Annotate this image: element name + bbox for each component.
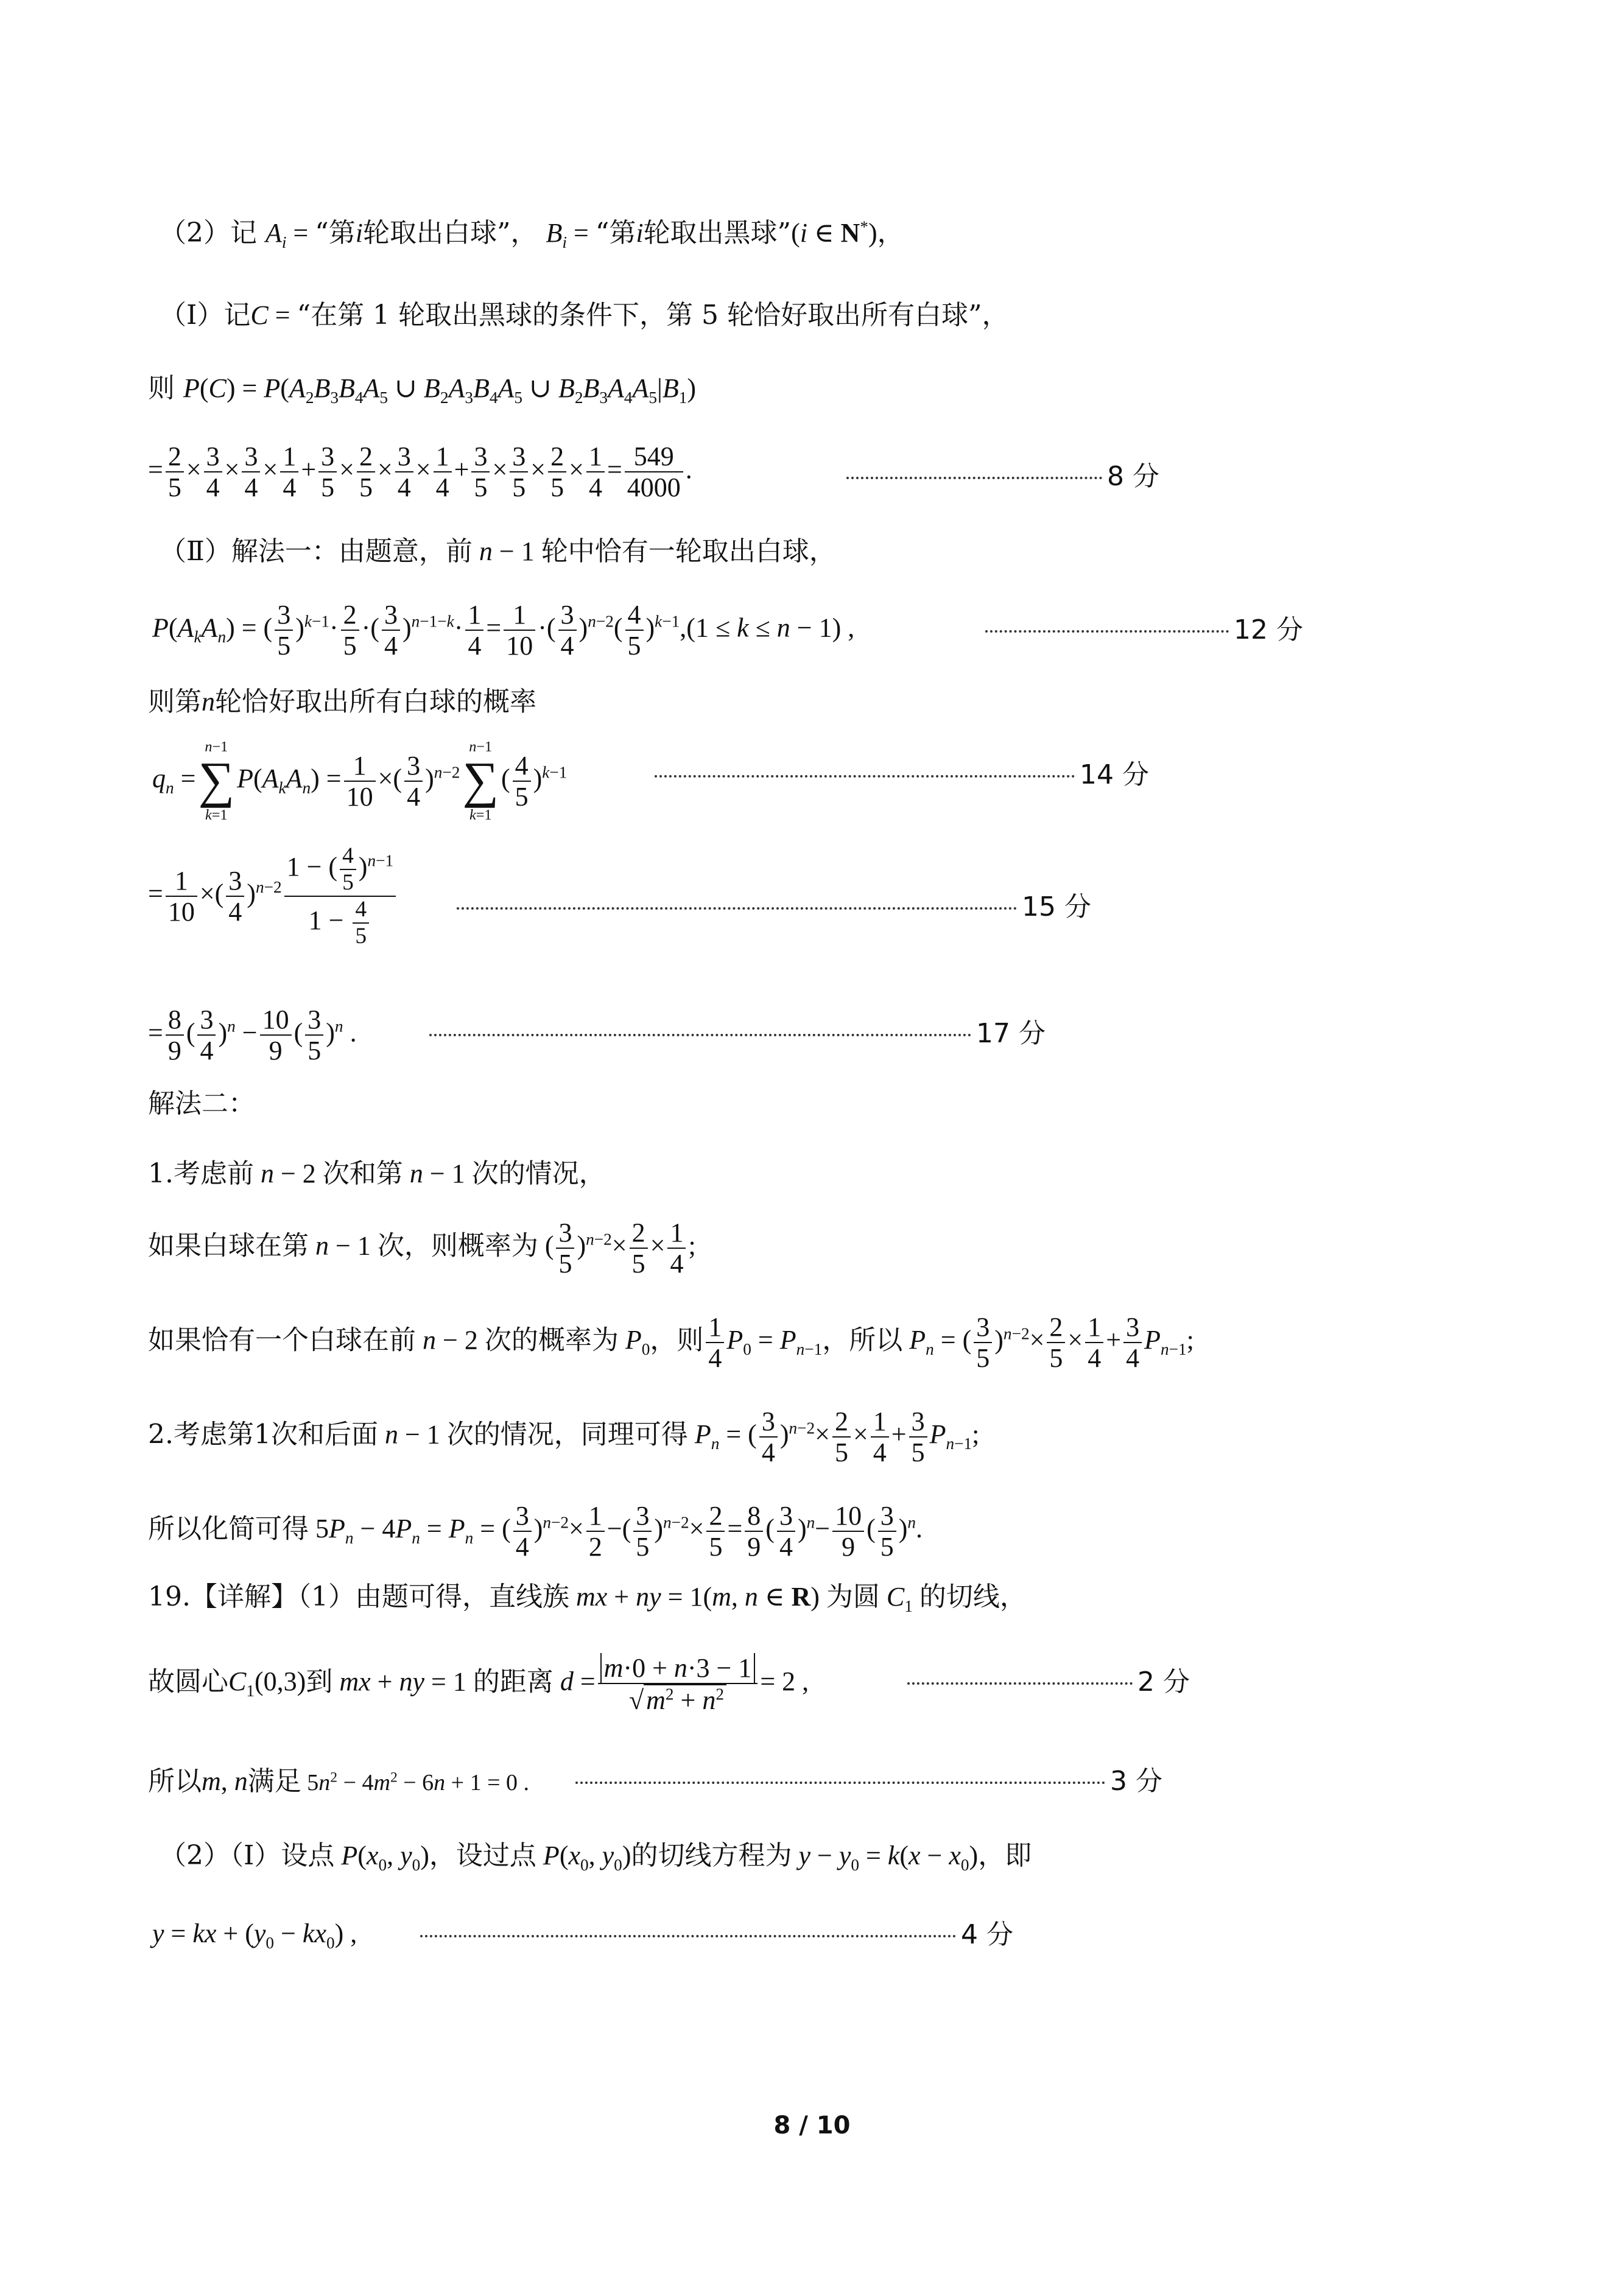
score-label: 15 分	[1022, 891, 1091, 922]
text: 次和第	[322, 1158, 403, 1189]
line-2	[160, 298, 1009, 332]
text: （2）（Ⅰ）设点	[160, 1840, 335, 1871]
text: 次，则概率为	[377, 1230, 538, 1262]
math: $5n^2 - 4m^2 - 6n + 1 = 0$ .	[301, 1769, 530, 1796]
text: 则第	[148, 686, 202, 717]
math: $P(C) = P(A_2B_3B_4A_5$ ∪ $B_2A_3B_4A_5$ ∪ $B_2B_3A_4A_5|B_1$)	[183, 373, 697, 407]
text: 的切线方程为	[631, 1840, 792, 1871]
math: $P_0$	[625, 1325, 650, 1359]
line-21	[148, 1764, 529, 1800]
score-label: 17 分	[976, 1018, 1046, 1049]
score-3	[575, 1764, 1162, 1799]
line-12: = $\frac{8}{9}$ ( $\frac{3}{4}$ )$^n$ − $\frac{10}{9}$ ( $\frac{3}{5}$ )$^n$ .	[148, 1005, 357, 1066]
math: mx + ny = 1	[339, 1666, 473, 1697]
math: $C_1$	[886, 1582, 913, 1615]
math: $\frac{1}{4}$ $P_0 = P_{n-1}$	[703, 1325, 822, 1355]
text: ，所以	[822, 1324, 903, 1356]
line-22	[160, 1839, 1032, 1873]
text: 解法二：	[148, 1088, 255, 1119]
line-14	[148, 1157, 606, 1191]
text: 1.考虑前	[148, 1158, 254, 1189]
line-23: y = kx + $(y_0 - kx_0)$ ,	[152, 1919, 357, 1952]
line-17	[148, 1406, 979, 1468]
text: “第	[595, 217, 636, 248]
text: 次的概率为	[484, 1324, 619, 1356]
score-label: 4 分	[961, 1919, 1013, 1950]
text: 则	[148, 373, 175, 404]
score-label: 2 分	[1137, 1666, 1190, 1697]
text: 如果白球在第	[148, 1230, 309, 1262]
math: $C_1(0,3)$	[228, 1666, 306, 1701]
score-14	[655, 758, 1149, 792]
text: 的距离	[473, 1666, 554, 1697]
text: ，设过点	[429, 1840, 536, 1871]
math: $P_n$ = ( $\frac{3}{4}$ )$^{n-2}$× $\frac{2}{5}$ × $\frac{1}{4}$ + $\frac{3}{5}$ $P_{n-1}$;	[694, 1406, 980, 1468]
math: mx + ny = 1(m, n ∈ R)	[575, 1582, 826, 1612]
text: （Ⅱ）解法一：由题意，前	[160, 536, 473, 567]
text: 轮取出黑球”	[643, 217, 792, 248]
text: 如果恰有一个白球在前	[148, 1324, 416, 1356]
text: 轮中恰有一轮取出白球，	[541, 536, 836, 567]
line-9	[148, 685, 536, 719]
score-17	[429, 1017, 1046, 1051]
math: n − 2	[260, 1159, 323, 1188]
score-2	[907, 1665, 1190, 1699]
text: 的切线，	[919, 1581, 1027, 1612]
math: C =	[250, 300, 297, 330]
text: ，即	[978, 1840, 1032, 1871]
text: 满足	[247, 1766, 301, 1797]
score-label: 12 分	[1234, 614, 1303, 645]
text: “第	[315, 217, 356, 248]
text: 轮取出白球”，	[363, 217, 538, 248]
math: $P_n$ = ( $\frac{3}{5}$ )$^{n-2}$× $\frac{2}{5}$ × $\frac{1}{4}$ + $\frac{3}{4}$ $P_{n-1}$;	[909, 1312, 1194, 1374]
math: n − 1	[479, 536, 541, 566]
line-13	[148, 1087, 255, 1121]
math: n − 1	[384, 1419, 447, 1450]
text: 次的情况，同理可得	[446, 1419, 688, 1450]
score-label: 3 分	[1110, 1766, 1162, 1797]
text: 2.考虑第1次和后面	[148, 1419, 378, 1450]
math: $B_i$ =	[546, 218, 596, 251]
score-4	[420, 1918, 1013, 1952]
math: i	[636, 218, 644, 248]
text: （2）记	[160, 217, 257, 248]
math: n − 1	[315, 1231, 378, 1261]
text: 故圆心	[148, 1666, 228, 1697]
line-19	[148, 1580, 1027, 1614]
line-15	[148, 1218, 696, 1279]
math: ( $\frac{3}{5}$ )$^{n-2}$× $\frac{2}{5}$ × $\frac{1}{4}$ ;	[538, 1218, 696, 1279]
line-11: = $\frac{1}{10}$ ×( $\frac{3}{4}$ )$^{n-2}$ 1 − ( $\frac{4}{5}$ )$^{n-1}$ 1 − $\frac{4}{5}$	[148, 843, 398, 949]
score-8	[846, 460, 1159, 494]
math: $P(x_0$, $y_0$)	[341, 1841, 429, 1874]
text: 为圆	[826, 1581, 880, 1612]
math: $A_i$ =	[265, 218, 315, 251]
text: （Ⅰ）记	[160, 300, 251, 331]
text: 19.【详解】（1）由题可得，直线族	[148, 1581, 569, 1612]
line-3	[148, 371, 696, 405]
score-12	[985, 613, 1303, 647]
text: 所以	[148, 1766, 202, 1797]
text: 所以化简可得	[148, 1513, 309, 1545]
math: n	[202, 687, 215, 717]
text: ，则	[650, 1324, 704, 1356]
line-8: $P(A_kA_n)$ = ( $\frac{3}{5}$ )$^{k-1}$· $\frac{2}{5}$ ·( $\frac{3}{4}$ )$^{n-1-k}$· $\frac{1}{4}$ = $\frac{1}{10}$ ·( $\frac{3}{4}$ )$^{n-2}$( $\frac{4}{5}$ )$^{k-1}$,(1 ≤ k ≤ n − 1) ,	[152, 600, 855, 661]
text: 轮恰好取出所有白球的概率	[215, 686, 536, 717]
line-1	[160, 216, 904, 250]
math: $P(x_0$, $y_0$)	[543, 1841, 631, 1874]
math: m, n	[202, 1766, 248, 1796]
line-20	[148, 1653, 809, 1716]
line-4: = $\frac{2}{5}$ × $\frac{3}{4}$ × $\frac{3}{4}$ × $\frac{1}{4}$ + $\frac{3}{5}$ × $\frac{2}{5}$ × $\frac{3}{4}$ × $\frac{1}{4}$ + $\frac{3}{5}$ × $\frac{3}{5}$ × $\frac{2}{5}$ × $\frac{1}{4}$ = $\frac{549}{4000}$ .	[148, 441, 692, 503]
math: n − 2	[423, 1325, 485, 1355]
math: $y - y_0 = k(x - x_0)$	[798, 1841, 979, 1874]
math: i	[355, 218, 364, 248]
math: (i ∈ N*)	[791, 217, 877, 248]
math: d = $\frac{m\cdot 0 + n\cdot 3 - 1}{√m^2 + n^2}$ = 2 ,	[560, 1653, 809, 1716]
line-16	[148, 1312, 1194, 1374]
math: n − 1	[409, 1159, 472, 1188]
text: 到	[306, 1666, 333, 1697]
text: ，	[877, 217, 904, 248]
score-label: 14 分	[1080, 759, 1149, 790]
text: “在第 1 轮取出黑球的条件下，第 5 轮恰好取出所有白球”，	[297, 300, 1009, 331]
math: $5P_n - 4P_n = P_n$ = ( $\frac{3}{4}$ )$^{n-2}$× $\frac{1}{2}$ −( $\frac{3}{5}$ )$^{n-2}$× $\frac{2}{5}$ = $\frac{8}{9}$ ( $\frac{3}{4}$ )$^n$− $\frac{10}{9}$ ( $\frac{3}{5}$ )$^n$.	[309, 1501, 923, 1562]
page-number: 8 / 10	[773, 2112, 851, 2140]
score-15	[457, 890, 1091, 924]
line-7	[160, 535, 836, 569]
score-label: 8 分	[1107, 461, 1159, 492]
line-18	[148, 1501, 923, 1562]
line-10: $q_n$ = n−1 ∑ k=1 $P(A_kA_n)$ = $\frac{1}{10}$ ×( $\frac{3}{4}$ )$^{n-2}$ n−1 ∑ k=1 ( $\frac{4}{5}$ )$^{k-1}$	[152, 739, 568, 823]
text: 次的情况，	[471, 1158, 606, 1189]
